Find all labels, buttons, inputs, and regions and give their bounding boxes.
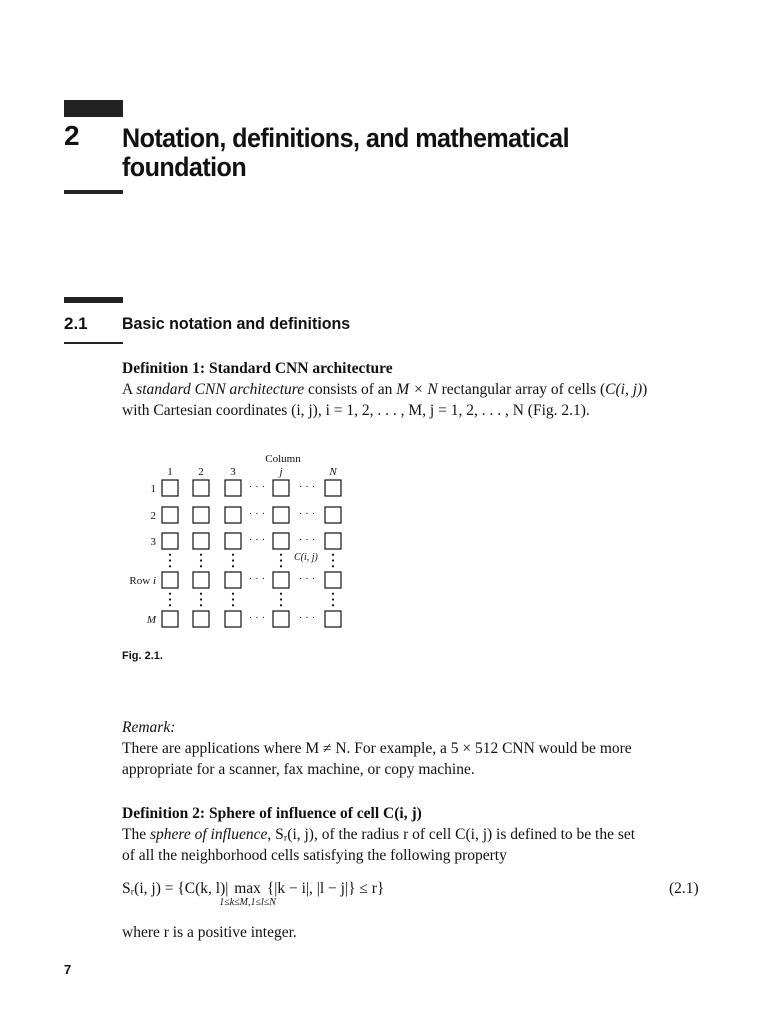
horizontal-ellipsis: · · · bbox=[248, 508, 266, 520]
section-number: 2.1 bbox=[64, 314, 88, 333]
vertical-dot bbox=[332, 598, 334, 600]
grid-cell bbox=[193, 480, 209, 496]
remark-line1: There are applications where M ≠ N. For example, a 5 × 512 CNN would be more bbox=[122, 740, 632, 757]
vertical-dot bbox=[169, 593, 171, 595]
vertical-dot bbox=[232, 604, 234, 606]
grid-cell bbox=[325, 611, 341, 627]
horizontal-ellipsis: · · · bbox=[248, 612, 266, 624]
row-label: 2 bbox=[150, 510, 156, 522]
vertical-dot bbox=[332, 593, 334, 595]
grid-cell bbox=[193, 533, 209, 549]
grid-cell bbox=[325, 533, 341, 549]
vertical-dot bbox=[232, 565, 234, 567]
vertical-dot bbox=[332, 604, 334, 606]
equation-max: max 1≤k≤M,1≤l≤N bbox=[219, 880, 276, 908]
grid-cell bbox=[162, 533, 178, 549]
figure-caption: Fig. 2.1. bbox=[122, 650, 163, 662]
row-label: Row i bbox=[129, 575, 156, 587]
chapter-number: 2 bbox=[64, 120, 80, 151]
section-title: Basic notation and definitions bbox=[122, 314, 351, 333]
vertical-dot bbox=[232, 554, 234, 556]
grid-cell bbox=[273, 533, 289, 549]
grid-cell bbox=[273, 611, 289, 627]
vertical-dot bbox=[332, 554, 334, 556]
column-label: N bbox=[329, 466, 337, 478]
vertical-dot bbox=[169, 598, 171, 600]
vertical-dot bbox=[280, 565, 282, 567]
vertical-dot bbox=[280, 559, 282, 561]
vertical-dot bbox=[169, 559, 171, 561]
horizontal-ellipsis: · · · bbox=[298, 481, 316, 493]
grid-cell bbox=[162, 480, 178, 496]
grid-cell bbox=[225, 507, 241, 523]
equation-number: (2.1) bbox=[669, 880, 699, 897]
grid-cell bbox=[325, 507, 341, 523]
definition-1-line1: A standard CNN architecture consists of an M × N rectangular array of cells (C(i, j)) bbox=[122, 381, 648, 398]
vertical-dot bbox=[200, 554, 202, 556]
equation-rhs: {|k − i|, |l − j|} ≤ r} bbox=[266, 880, 385, 897]
vertical-dot bbox=[169, 554, 171, 556]
definition-1-heading: Definition 1: Standard CNN architecture bbox=[122, 360, 393, 377]
grid-cell bbox=[225, 572, 241, 588]
horizontal-ellipsis: · · · bbox=[248, 534, 266, 546]
horizontal-ellipsis: · · · bbox=[298, 534, 316, 546]
equation-max-subscript: 1≤k≤M,1≤l≤N bbox=[219, 897, 276, 908]
vertical-dot bbox=[200, 559, 202, 561]
row-label: 3 bbox=[150, 536, 156, 548]
column-label: 1 bbox=[167, 466, 173, 478]
definition-2-heading: Definition 2: Sphere of influence of cell C(i, j) bbox=[122, 805, 422, 822]
horizontal-ellipsis: · · · bbox=[298, 612, 316, 624]
grid-cell bbox=[273, 480, 289, 496]
chapter-title-line1: Notation, definitions, and mathematical bbox=[122, 123, 570, 153]
vertical-dot bbox=[280, 593, 282, 595]
vertical-dot bbox=[280, 554, 282, 556]
vertical-dot bbox=[232, 593, 234, 595]
grid-cell bbox=[193, 572, 209, 588]
remark-line2: appropriate for a scanner, fax machine, or copy machine. bbox=[122, 761, 475, 778]
definition-2-after: where r is a positive integer. bbox=[122, 924, 297, 941]
equation-lhs: Sᵣ(i, j) = {C(k, l)| bbox=[122, 880, 229, 897]
vertical-dot bbox=[200, 565, 202, 567]
vertical-dot bbox=[280, 598, 282, 600]
vertical-dot bbox=[200, 598, 202, 600]
vertical-dot bbox=[169, 604, 171, 606]
remark-heading: Remark: bbox=[122, 719, 176, 736]
vertical-dot bbox=[200, 593, 202, 595]
grid-cell bbox=[162, 507, 178, 523]
vertical-dot bbox=[232, 598, 234, 600]
equation-2-1 bbox=[122, 880, 385, 908]
page-number: 7 bbox=[64, 962, 72, 977]
column-label: j bbox=[279, 466, 283, 478]
definition-2 bbox=[122, 803, 704, 866]
row-label: 1 bbox=[150, 483, 156, 495]
definition-2-line2: of all the neighborhood cells satisfying the following property bbox=[122, 847, 507, 864]
column-heading: Column bbox=[265, 453, 301, 465]
grid-cell bbox=[325, 572, 341, 588]
grid-cell bbox=[325, 480, 341, 496]
horizontal-ellipsis: · · · bbox=[298, 508, 316, 520]
grid-cell bbox=[273, 507, 289, 523]
grid-cell bbox=[273, 572, 289, 588]
cell-label: C(i, j) bbox=[294, 552, 318, 563]
row-label: M bbox=[146, 614, 156, 626]
vertical-dot bbox=[200, 604, 202, 606]
remark bbox=[122, 717, 704, 780]
definition-2-line1: The sphere of influence, Sᵣ(i, j), of the radius r of cell C(i, j) is defined to be the set bbox=[122, 826, 636, 843]
horizontal-ellipsis: · · · bbox=[248, 481, 266, 493]
vertical-dot bbox=[280, 604, 282, 606]
vertical-dot bbox=[232, 559, 234, 561]
definition-1-line2: with Cartesian coordinates (i, j), i = 1, 2, . . . , M, j = 1, 2, . . . , N (Fig. 2.1). bbox=[122, 402, 590, 419]
grid-cell bbox=[225, 480, 241, 496]
horizontal-ellipsis: · · · bbox=[248, 573, 266, 585]
vertical-dot bbox=[332, 565, 334, 567]
horizontal-ellipsis: · · · bbox=[298, 573, 316, 585]
grid-cell bbox=[193, 611, 209, 627]
vertical-dot bbox=[169, 565, 171, 567]
column-label: 2 bbox=[198, 466, 204, 478]
grid-cell bbox=[225, 611, 241, 627]
grid-cell bbox=[193, 507, 209, 523]
vertical-dot bbox=[332, 559, 334, 561]
grid-cell bbox=[162, 572, 178, 588]
column-label: 3 bbox=[230, 466, 236, 478]
grid-cell bbox=[162, 611, 178, 627]
chapter-title-line2: foundation bbox=[122, 152, 247, 182]
grid-cell bbox=[225, 533, 241, 549]
